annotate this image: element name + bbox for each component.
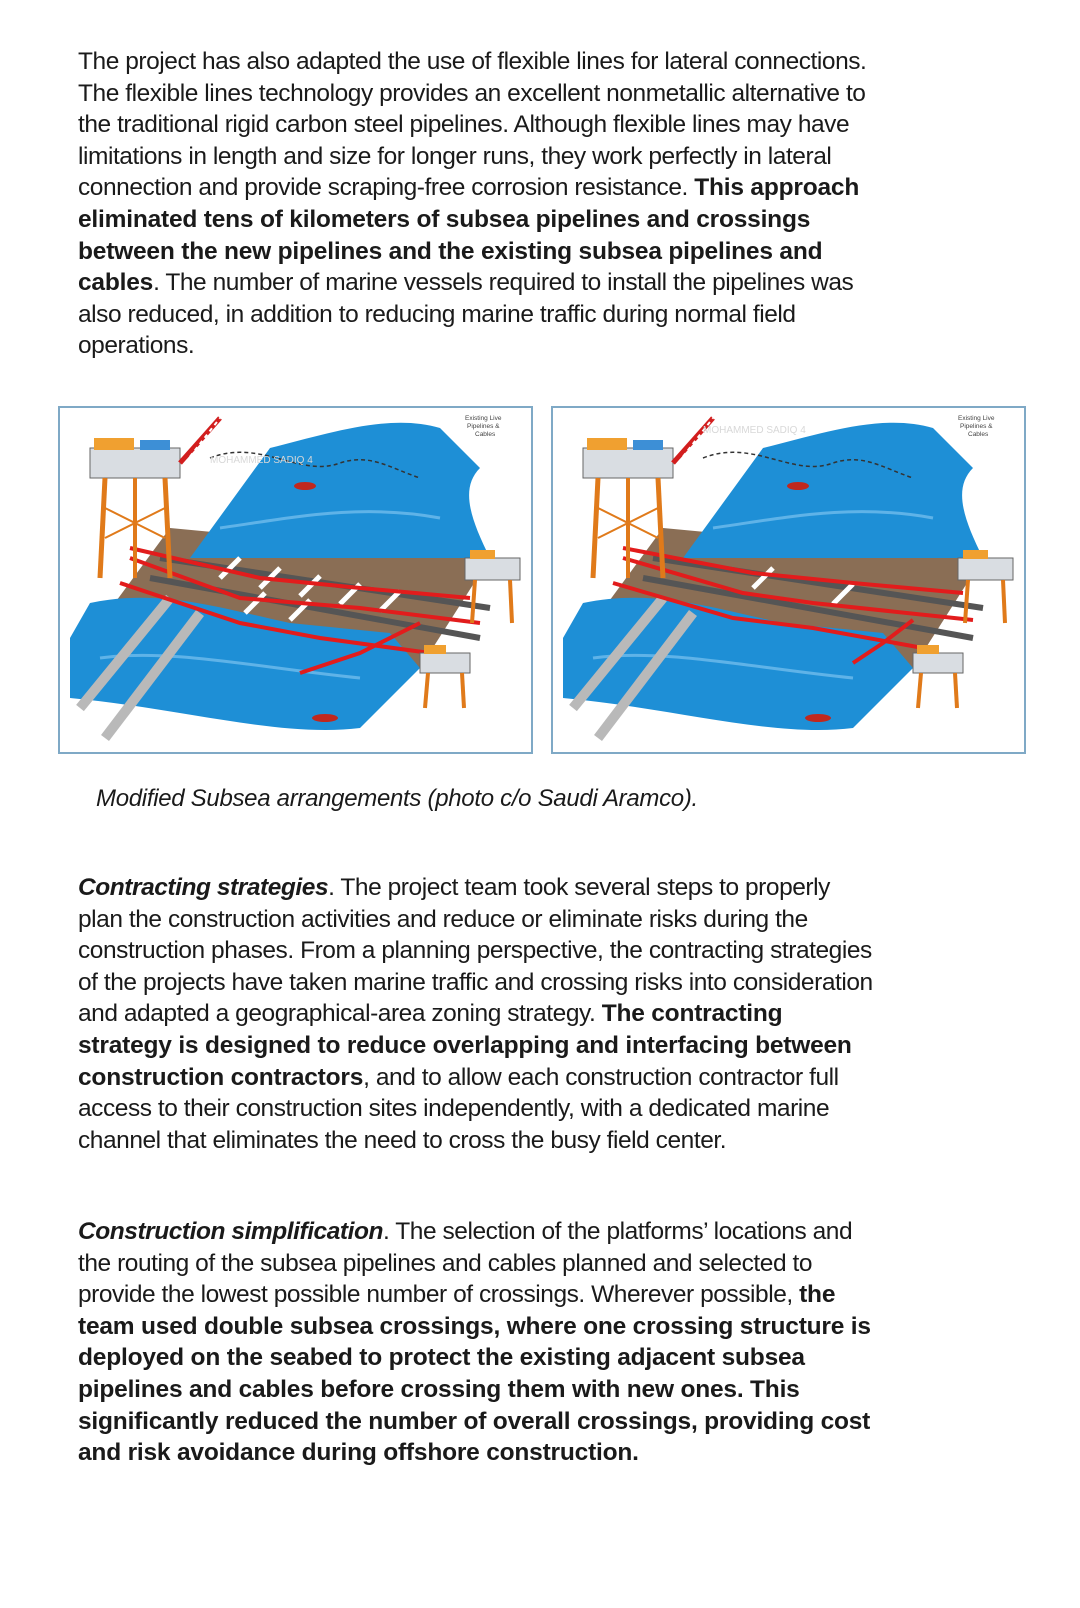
- legend-line-2: Pipelines &: [467, 423, 500, 430]
- contracting-paragraph: [78, 872, 878, 1156]
- contracting-bold-text: The contracting strategy is designed to reduce overlapping and interfacing between construction contractors: [78, 1000, 852, 1091]
- watermark: MOHAMMED SADIQ 4: [210, 455, 313, 466]
- intro-text-end: . The number of marine vessels required to install the pipelines was also reduced, in addition to reducing marine traffic during normal field operations.: [78, 269, 854, 360]
- intro-paragraph: [78, 46, 878, 362]
- contracting-text-end: , and to allow each construction contractor full access to their construction sites independently, with a dedicated marine channel that eliminates the need to cross the busy field center.: [78, 1063, 839, 1154]
- intro-bold-text: This approach eliminated tens of kilometers of subsea pipelines and crossings between the new pipelines and the existing subsea pipelines and cables: [78, 174, 860, 297]
- subsea-arrangement-modified: [551, 406, 1026, 754]
- legend-line-1: Existing Live: [958, 415, 995, 422]
- construction-bold-text: the team used double subsea crossings, where one crossing structure is deployed on the seabed to protect the existing adjacent subsea pipelines and cables before crossing them with new ones. This significantly reduced the number of overall crossings, providing cost and risk avoidance during offshore construction.: [78, 1281, 871, 1467]
- legend-line-2: Pipelines &: [960, 423, 993, 430]
- contracting-heading: Contracting strategies: [78, 874, 329, 901]
- construction-text: . The selection of the platforms’ locations and the routing of the subsea pipelines and cables planned and selected to provide the lowest possible number of crossings. Wherever possible,: [78, 1218, 853, 1309]
- subsea-figure: [58, 392, 1058, 772]
- contracting-text: . The project team took several steps to properly plan the construction activities and reduce or eliminate risks during the construction phases. From a planning perspective, the contracting strategies of the projects have taken marine traffic and crossing risks into consideration and adapted a geographical-area zoning strategy.: [78, 874, 873, 1028]
- intro-text: The project has also adapted the use of flexible lines for lateral connections. The flexible lines technology provides an excellent nonmetallic alternative to the traditional rigid carbon steel pipelines. Although flexible lines may have limitations in length and size for longer runs, they work perfectly in lateral connection and provide scraping-free corrosion resistance.: [78, 48, 867, 202]
- figure-caption: Modified Subsea arrangements (photo c/o Saudi Aramco).: [96, 785, 698, 812]
- construction-heading: Construction simplification: [78, 1218, 383, 1245]
- construction-paragraph: [78, 1216, 878, 1469]
- subsea-arrangement-original: [58, 406, 533, 754]
- legend-line-3: Cables: [475, 431, 496, 438]
- legend-line-1: Existing Live: [465, 415, 502, 422]
- legend-line-3: Cables: [968, 431, 989, 438]
- watermark: MOHAMMED SADIQ 4: [703, 425, 806, 436]
